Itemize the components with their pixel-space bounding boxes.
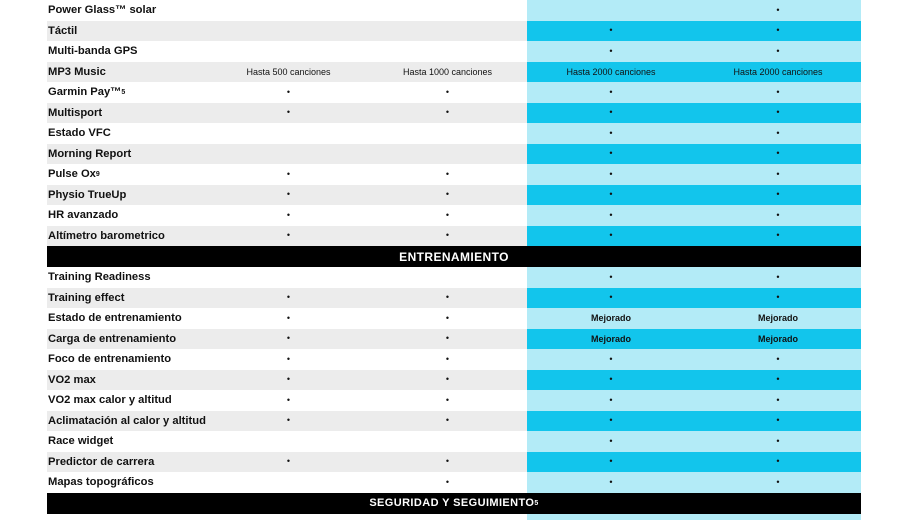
availability-dot: •	[209, 205, 368, 226]
feature-label	[47, 452, 209, 473]
feature-label	[47, 472, 209, 493]
empty-cell	[527, 0, 695, 21]
availability-dot: •	[209, 288, 368, 309]
empty-cell	[209, 431, 368, 452]
feature-value: Hasta 1000 canciones	[368, 62, 527, 83]
section-title: SEGURIDAD Y SEGUIMIENTO	[369, 497, 535, 509]
feature-label-text: Training effect	[48, 291, 125, 304]
feature-label-text: Estado VFC	[48, 127, 111, 140]
table-row	[47, 21, 861, 42]
availability-dot: •	[368, 82, 527, 103]
feature-label	[47, 144, 209, 165]
availability-dot: •	[527, 452, 695, 473]
availability-dot: •	[209, 82, 368, 103]
availability-dot: •	[695, 103, 861, 124]
availability-dot: •	[209, 411, 368, 432]
empty-cell	[209, 123, 368, 144]
table-row	[47, 41, 861, 62]
empty-cell	[368, 0, 527, 21]
availability-dot: •	[695, 267, 861, 288]
availability-dot: •	[368, 164, 527, 185]
empty-cell	[209, 0, 368, 21]
table-row	[47, 390, 861, 411]
availability-dot: •	[527, 226, 695, 247]
feature-label-text: Mapas topográficos	[48, 476, 154, 489]
availability-dot: •	[209, 370, 368, 391]
table-row	[47, 164, 861, 185]
availability-dot: •	[527, 21, 695, 42]
availability-dot: •	[695, 390, 861, 411]
availability-dot: •	[209, 226, 368, 247]
table-row	[47, 452, 861, 473]
footnote-marker: 5	[121, 88, 126, 96]
empty-cell	[209, 21, 368, 42]
feature-label-text: MP3 Music	[48, 65, 106, 78]
feature-label	[47, 329, 209, 350]
feature-label	[47, 41, 209, 62]
feature-value: Mejorado	[527, 329, 695, 350]
availability-dot: •	[368, 452, 527, 473]
availability-dot: •	[209, 390, 368, 411]
table-row	[47, 82, 861, 103]
empty-cell	[209, 472, 368, 493]
availability-dot: •	[368, 370, 527, 391]
availability-dot: •	[209, 164, 368, 185]
availability-dot: •	[368, 308, 527, 329]
availability-dot: •	[695, 288, 861, 309]
feature-label	[47, 205, 209, 226]
feature-label	[47, 308, 209, 329]
feature-label	[47, 21, 209, 42]
availability-dot: •	[527, 123, 695, 144]
feature-label	[47, 62, 209, 83]
feature-label-text: Aclimatación al calor y altitud	[48, 414, 206, 427]
feature-comparison-table	[47, 0, 861, 520]
availability-dot: •	[527, 431, 695, 452]
table-row	[47, 288, 861, 309]
feature-label-text: Multi-banda GPS	[48, 45, 138, 58]
feature-value: Mejorado	[527, 308, 695, 329]
availability-dot: •	[527, 288, 695, 309]
feature-value: Hasta 2000 canciones	[695, 62, 861, 83]
footnote-marker: 9	[95, 170, 100, 178]
feature-label-text: Physio TrueUp	[48, 188, 127, 201]
availability-dot: •	[209, 308, 368, 329]
feature-label-text: Race widget	[48, 435, 114, 448]
feature-label	[47, 431, 209, 452]
empty-cell	[368, 123, 527, 144]
availability-dot: •	[368, 103, 527, 124]
table-row	[47, 205, 861, 226]
table-continuation	[47, 514, 861, 520]
availability-dot: •	[527, 349, 695, 370]
feature-rows-top	[47, 0, 861, 246]
feature-rows-training	[47, 267, 861, 493]
feature-label	[47, 164, 209, 185]
table-row	[47, 103, 861, 124]
table-row	[47, 349, 861, 370]
feature-label-text: Predictor de carrera	[48, 455, 155, 468]
empty-cell	[209, 41, 368, 62]
table-row	[47, 226, 861, 247]
table-row	[47, 144, 861, 165]
feature-value: Mejorado	[695, 329, 861, 350]
availability-dot: •	[368, 205, 527, 226]
table-row	[47, 185, 861, 206]
availability-dot: •	[209, 452, 368, 473]
feature-label	[47, 411, 209, 432]
feature-label-text: Garmin Pay™	[48, 86, 122, 99]
empty-cell	[368, 267, 527, 288]
feature-label-text: Pulse Ox	[48, 168, 96, 181]
availability-dot: •	[527, 103, 695, 124]
feature-label-text: Foco de entrenamiento	[48, 353, 172, 366]
empty-cell	[209, 144, 368, 165]
availability-dot: •	[368, 288, 527, 309]
table-row	[47, 370, 861, 391]
availability-dot: •	[368, 349, 527, 370]
section-header-seguridad	[47, 493, 861, 514]
feature-label-text: Altímetro barometrico	[48, 229, 165, 242]
feature-label-text: Power Glass™ solar	[48, 4, 157, 17]
feature-label-text: VO2 max calor y altitud	[48, 394, 172, 407]
feature-label	[47, 390, 209, 411]
availability-dot: •	[527, 205, 695, 226]
feature-label-text: Estado de entrenamiento	[48, 312, 182, 325]
availability-dot: •	[695, 185, 861, 206]
availability-dot: •	[527, 267, 695, 288]
table-row	[47, 472, 861, 493]
availability-dot: •	[527, 411, 695, 432]
availability-dot: •	[527, 164, 695, 185]
feature-label	[47, 267, 209, 288]
availability-dot: •	[695, 0, 861, 21]
availability-dot: •	[695, 452, 861, 473]
feature-label	[47, 370, 209, 391]
availability-dot: •	[695, 472, 861, 493]
feature-value: Mejorado	[695, 308, 861, 329]
feature-label-text: VO2 max	[48, 373, 96, 386]
feature-value: Hasta 500 canciones	[209, 62, 368, 83]
availability-dot: •	[368, 472, 527, 493]
availability-dot: •	[527, 144, 695, 165]
empty-cell	[368, 41, 527, 62]
availability-dot: •	[209, 185, 368, 206]
availability-dot: •	[527, 472, 695, 493]
feature-label	[47, 0, 209, 21]
availability-dot: •	[368, 411, 527, 432]
availability-dot: •	[695, 411, 861, 432]
table-row	[47, 431, 861, 452]
availability-dot: •	[209, 103, 368, 124]
empty-cell	[209, 267, 368, 288]
availability-dot: •	[527, 185, 695, 206]
availability-dot: •	[209, 349, 368, 370]
availability-dot: •	[695, 370, 861, 391]
table-row	[47, 411, 861, 432]
table-row	[47, 123, 861, 144]
availability-dot: •	[695, 41, 861, 62]
availability-dot: •	[695, 205, 861, 226]
empty-cell	[368, 144, 527, 165]
feature-label-text: Multisport	[48, 106, 103, 119]
feature-label-text: Morning Report	[48, 147, 132, 160]
table-row	[47, 267, 861, 288]
table-row	[47, 0, 861, 21]
feature-label	[47, 349, 209, 370]
section-header-entrenamiento	[47, 246, 861, 267]
availability-dot: •	[527, 41, 695, 62]
table-row	[47, 62, 861, 83]
section-footnote-marker: 5	[534, 499, 539, 507]
availability-dot: •	[209, 329, 368, 350]
feature-label	[47, 226, 209, 247]
feature-label	[47, 185, 209, 206]
availability-dot: •	[695, 349, 861, 370]
availability-dot: •	[368, 390, 527, 411]
availability-dot: •	[695, 21, 861, 42]
availability-dot: •	[695, 226, 861, 247]
availability-dot: •	[695, 144, 861, 165]
availability-dot: •	[368, 185, 527, 206]
section-title: ENTRENAMIENTO	[399, 249, 509, 264]
availability-dot: •	[527, 370, 695, 391]
empty-cell	[368, 431, 527, 452]
feature-label	[47, 103, 209, 124]
feature-value: Hasta 2000 canciones	[527, 62, 695, 83]
feature-label	[47, 82, 209, 103]
feature-label	[47, 288, 209, 309]
availability-dot: •	[695, 82, 861, 103]
availability-dot: •	[527, 82, 695, 103]
feature-label-text: Táctil	[48, 24, 78, 37]
feature-label-text: Training Readiness	[48, 271, 151, 284]
availability-dot: •	[527, 390, 695, 411]
table-row	[47, 329, 861, 350]
feature-label	[47, 123, 209, 144]
empty-cell	[368, 21, 527, 42]
feature-label-text: Carga de entrenamiento	[48, 332, 177, 345]
availability-dot: •	[368, 226, 527, 247]
availability-dot: •	[695, 431, 861, 452]
availability-dot: •	[368, 329, 527, 350]
table-row	[47, 308, 861, 329]
feature-label-text: HR avanzado	[48, 209, 119, 222]
availability-dot: •	[695, 123, 861, 144]
availability-dot: •	[695, 164, 861, 185]
